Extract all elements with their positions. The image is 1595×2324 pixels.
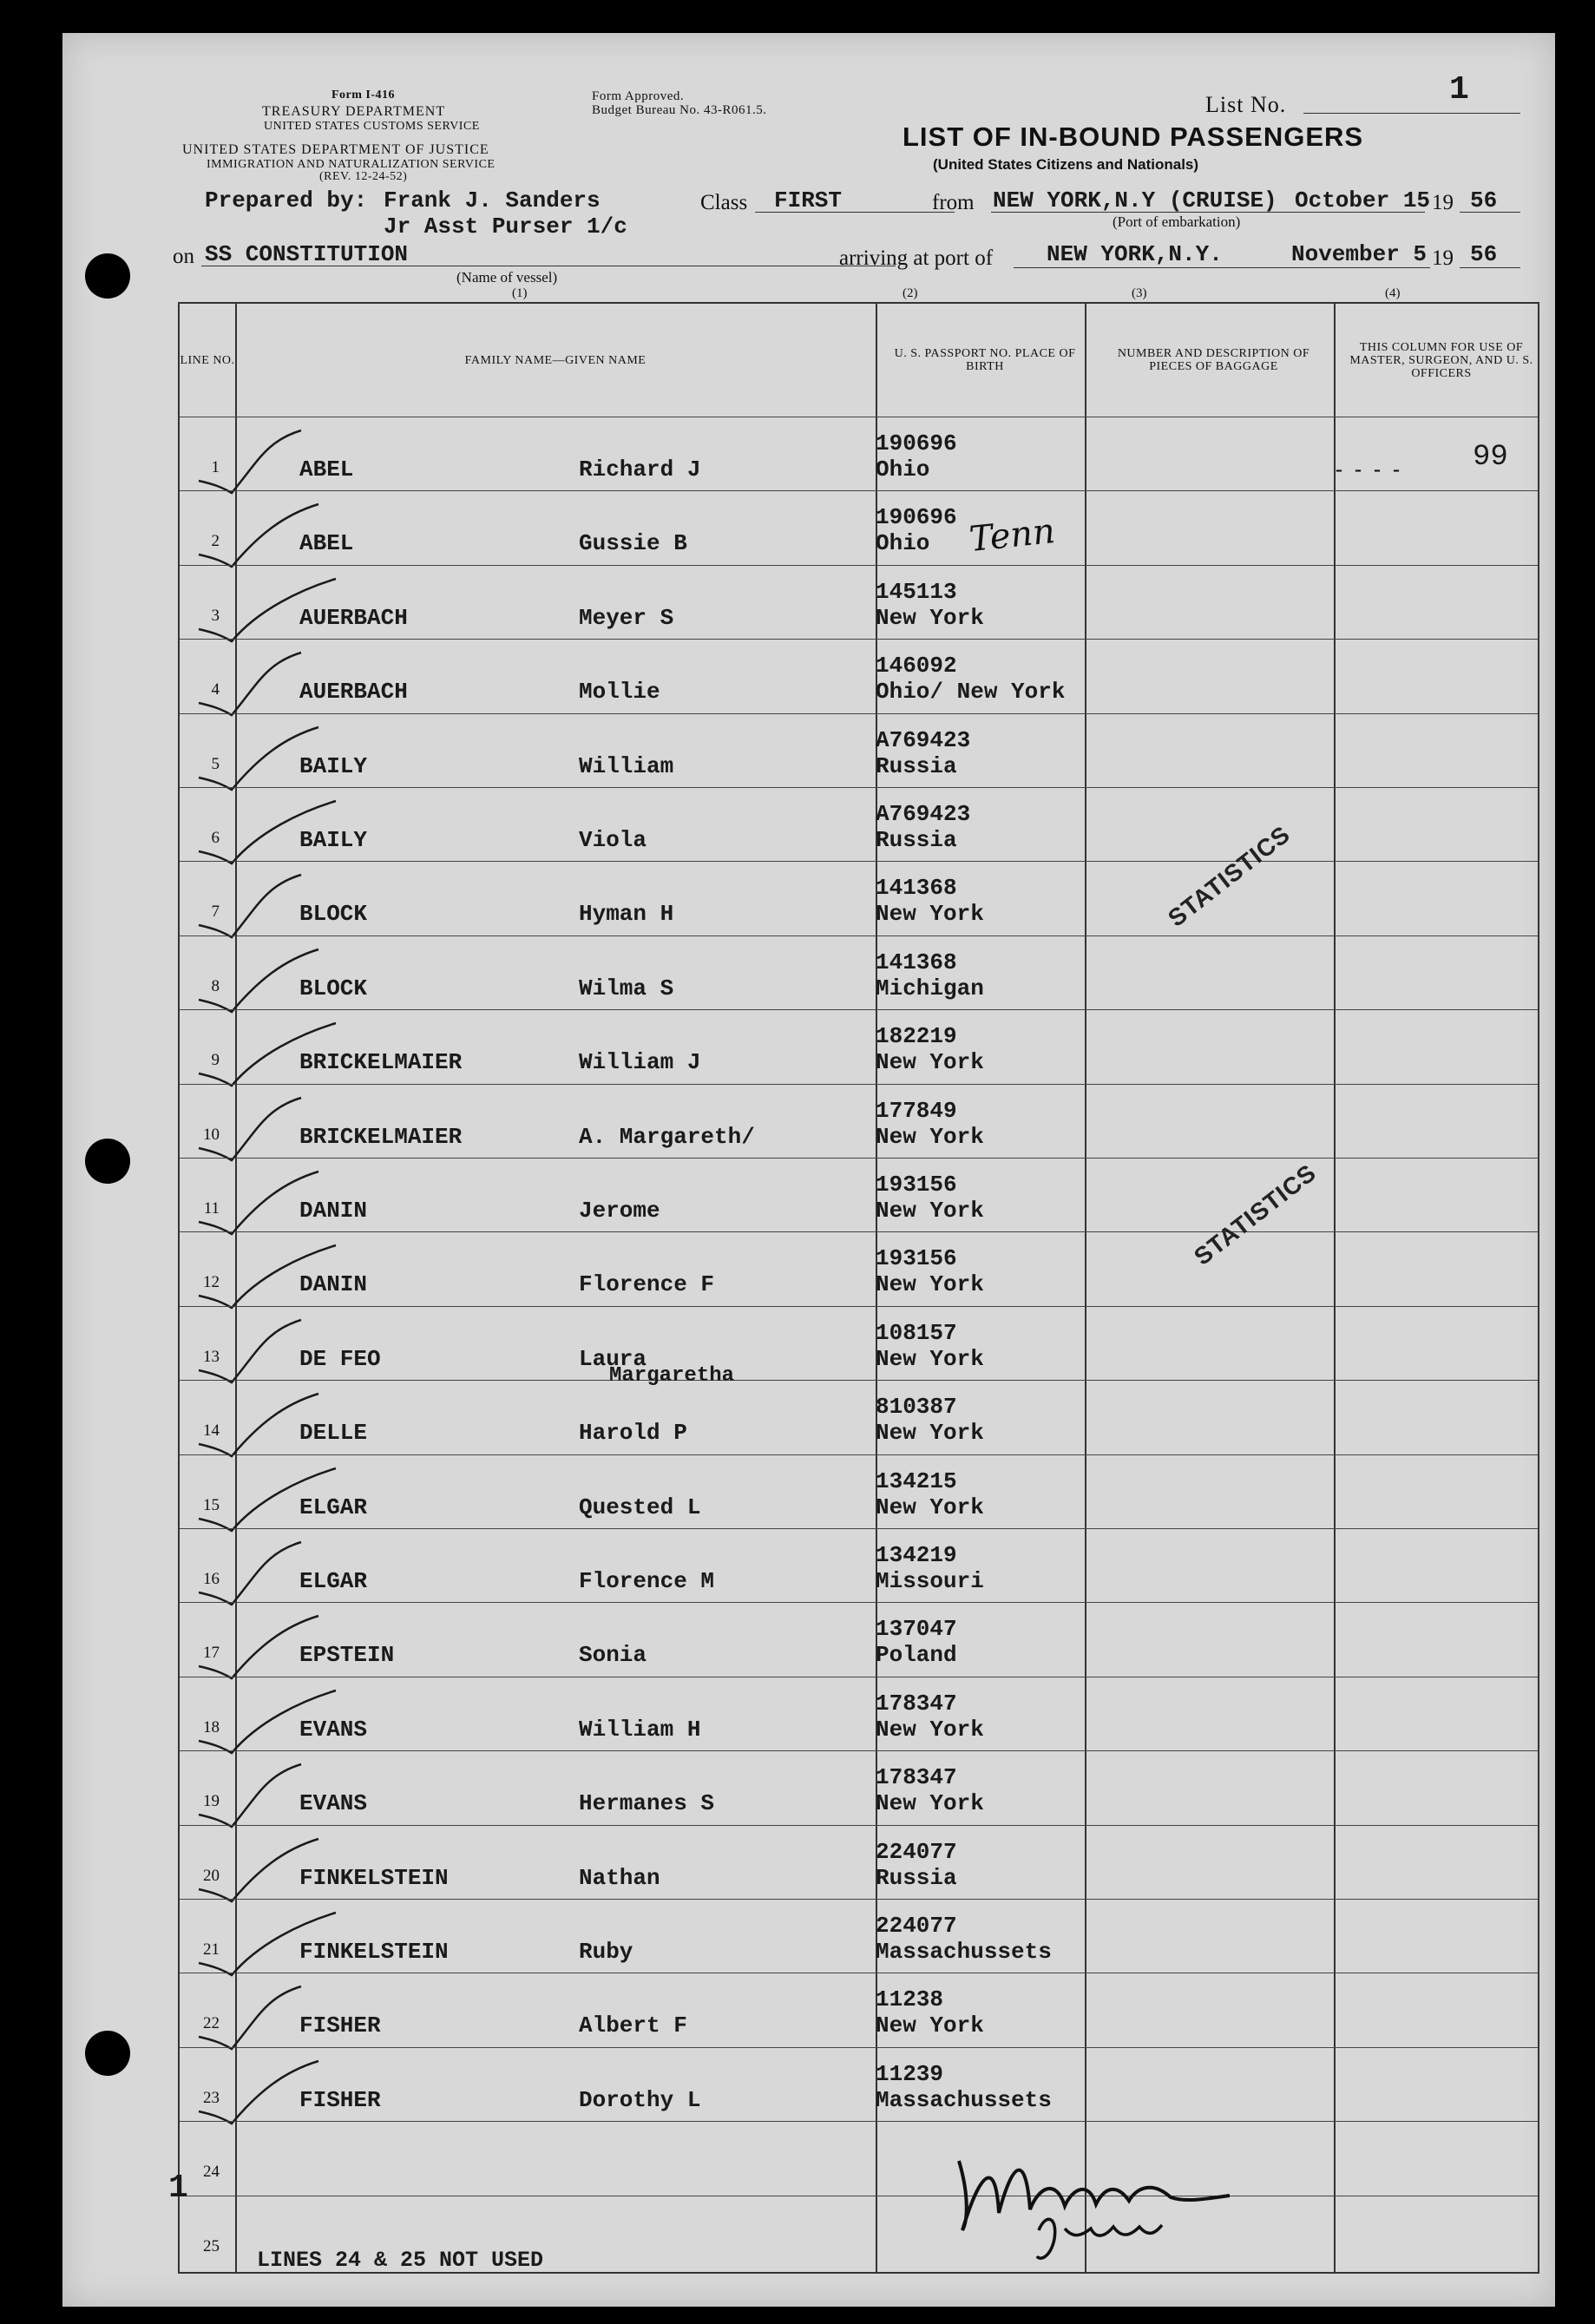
place-of-birth: Ohio/ New York <box>876 679 1066 706</box>
check-mark-icon <box>197 1612 371 1682</box>
check-mark-icon <box>197 871 371 941</box>
header-passport: U. S. PASSPORT NO. PLACE OF BIRTH <box>894 347 1076 373</box>
table-row <box>180 490 1538 564</box>
col4-number: (4) <box>1385 286 1401 300</box>
line-number: 14 <box>203 1421 220 1441</box>
passport-number: 108157 <box>876 1319 957 1346</box>
header-baggage: NUMBER AND DESCRIPTION OF PIECES OF BAGGAGE <box>1117 347 1310 373</box>
passport-number: A769423 <box>876 726 971 753</box>
line-number: 7 <box>211 903 220 922</box>
class-label: Class <box>700 191 748 214</box>
table-row <box>180 565 1538 639</box>
line-number: 23 <box>203 2088 220 2107</box>
family-name: BLOCK <box>299 901 368 928</box>
line-number: 2 <box>211 532 220 551</box>
place-of-birth: Poland <box>876 1642 957 1669</box>
line-number: 11 <box>203 1199 220 1218</box>
place-of-birth: Massachussets <box>876 1939 1052 1965</box>
given-name: Wilma S <box>579 975 674 1001</box>
family-name: DANIN <box>299 1198 368 1224</box>
family-name: FINKELSTEIN <box>299 1864 449 1891</box>
table-row <box>180 1750 1538 1824</box>
given-name: William J <box>579 1049 701 1076</box>
check-mark-icon <box>197 649 371 719</box>
check-mark-icon <box>197 1168 371 1237</box>
footer-note: LINES 24 & 25 NOT USED <box>257 2248 544 2273</box>
passport-number: 134215 <box>876 1467 957 1494</box>
correction-given-row10: Margaretha <box>609 1364 735 1388</box>
vessel-name: SS CONSTITUTION <box>205 241 409 267</box>
table-row <box>180 713 1538 787</box>
given-name: Mollie <box>579 679 660 706</box>
class-value: FIRST <box>774 187 843 213</box>
family-name: ELGAR <box>299 1568 368 1594</box>
passport-number: 177849 <box>876 1097 957 1124</box>
passport-number: 11238 <box>876 1986 944 2013</box>
given-name: Dorothy L <box>579 2086 701 2113</box>
place-of-birth: New York <box>876 604 984 631</box>
passport-number: 11239 <box>876 2060 944 2087</box>
given-name: Hermanes S <box>579 1790 715 1817</box>
correction-birth-row2: Tenn <box>967 510 1057 561</box>
check-mark-icon <box>197 1316 371 1386</box>
given-name: Richard J <box>579 456 701 483</box>
from-year: 56 <box>1470 187 1498 213</box>
place-of-birth: New York <box>876 1123 984 1150</box>
family-name: BLOCK <box>299 975 368 1001</box>
place-of-birth: New York <box>876 1049 984 1076</box>
arrival-year-prefix: 19 <box>1432 246 1454 270</box>
table-row <box>180 1899 1538 1973</box>
place-of-birth: Ohio <box>876 530 930 557</box>
place-of-birth: New York <box>876 1345 984 1372</box>
given-name: Ruby <box>579 1939 633 1965</box>
from-label: from <box>932 191 975 214</box>
table-row <box>180 1973 1538 2046</box>
table-row <box>180 1528 1538 1602</box>
given-name: Nathan <box>579 1864 660 1891</box>
place-of-birth: Missouri <box>876 1568 984 1594</box>
arrival-year: 56 <box>1470 241 1498 267</box>
given-name: Albert F <box>579 2012 687 2039</box>
footer-handwritten-mark: 1 <box>168 2170 188 2207</box>
place-of-birth: New York <box>876 901 984 928</box>
justice-department: UNITED STATES DEPARTMENT OF JUSTICE <box>182 142 489 157</box>
from-date: October 15 <box>1295 187 1431 213</box>
arriving-label: arriving at port of <box>839 246 994 270</box>
officer-signature <box>943 2126 1342 2265</box>
arrival-port: NEW YORK,N.Y. <box>1047 241 1223 267</box>
passport-number: 224077 <box>876 1838 957 1865</box>
customs-service: UNITED STATES CUSTOMS SERVICE <box>264 120 480 133</box>
table-row <box>180 1231 1538 1305</box>
place-of-birth: Michigan <box>876 975 984 1001</box>
given-name: Sonia <box>579 1642 647 1669</box>
passport-number: 182219 <box>876 1023 957 1050</box>
table-row <box>180 1380 1538 1454</box>
check-mark-icon <box>197 427 371 496</box>
family-name: EVANS <box>299 1790 368 1817</box>
passport-number: 190696 <box>876 430 957 456</box>
passport-number: 146092 <box>876 653 957 679</box>
family-name: ABEL <box>299 456 354 483</box>
place-of-birth: New York <box>876 1790 984 1817</box>
line-number: 6 <box>211 829 220 847</box>
family-name: BRICKELMAIER <box>299 1123 463 1150</box>
check-mark-icon <box>197 1761 371 1830</box>
passport-number: 141368 <box>876 949 957 975</box>
on-label: on <box>173 245 194 268</box>
given-name: Laura <box>579 1345 647 1372</box>
table-row <box>180 861 1538 935</box>
line-number: 18 <box>203 1717 220 1736</box>
line-number: 3 <box>211 606 220 625</box>
officer-dashes: - - - - <box>1336 458 1403 481</box>
family-name: BAILY <box>299 752 368 779</box>
line-number: 1 <box>211 458 220 476</box>
table-row <box>180 1677 1538 1750</box>
family-name: DELLE <box>299 1420 368 1447</box>
check-mark-icon <box>197 1020 371 1089</box>
check-mark-icon <box>197 1835 371 1905</box>
given-name: Florence M <box>579 1568 715 1594</box>
place-of-birth: Russia <box>876 827 957 853</box>
check-mark-icon <box>197 1242 371 1311</box>
line-number: 19 <box>203 1792 220 1811</box>
form-revision: (REV. 12-24-52) <box>319 170 408 183</box>
family-name: DANIN <box>299 1271 368 1298</box>
arrival-underline <box>1014 267 1430 268</box>
check-mark-icon <box>197 1909 371 1979</box>
given-name: Viola <box>579 827 647 853</box>
line-number: 20 <box>203 1866 220 1885</box>
form-subtitle: (United States Citizens and Nationals) <box>933 156 1199 173</box>
place-of-birth: New York <box>876 1198 984 1224</box>
immigration-service: IMMIGRATION AND NATURALIZATION SERVICE <box>207 158 496 171</box>
prepared-by-label: Prepared by: <box>205 187 368 213</box>
check-mark-icon <box>197 946 371 1015</box>
form-number: Form I-416 <box>331 89 396 102</box>
given-name: William <box>579 752 674 779</box>
line-number: 9 <box>211 1051 220 1070</box>
table-row <box>180 417 1538 490</box>
line-number: 16 <box>203 1570 220 1588</box>
place-of-birth: Ohio <box>876 456 930 483</box>
budget-bureau: Budget Bureau No. 43-R061.5. <box>592 103 767 117</box>
list-no-value: 1 <box>1449 71 1469 108</box>
table-row <box>180 1009 1538 1083</box>
line-number: 25 <box>203 2236 220 2255</box>
check-mark-icon <box>197 501 371 570</box>
check-mark-icon <box>197 1390 371 1460</box>
passport-number: 810387 <box>876 1394 957 1421</box>
line-number: 4 <box>211 680 220 699</box>
family-name: BAILY <box>299 827 368 853</box>
statistics-stamp-lower: STATISTICS <box>1189 1159 1322 1270</box>
passport-number: 193156 <box>876 1245 957 1272</box>
passport-number: 145113 <box>876 578 957 605</box>
check-mark-icon <box>197 1687 371 1756</box>
family-name: FISHER <box>299 2086 381 2113</box>
table-row <box>180 1825 1538 1899</box>
passenger-table <box>178 302 1539 2274</box>
passport-number: 141368 <box>876 875 957 902</box>
form-title: LIST OF IN-BOUND PASSENGERS <box>903 121 1364 152</box>
given-name: William H <box>579 1716 701 1743</box>
table-row <box>180 1602 1538 1676</box>
from-port: NEW YORK,N.Y (CRUISE) <box>993 187 1277 213</box>
family-name: EPSTEIN <box>299 1642 395 1669</box>
punch-hole-bottom <box>85 2031 130 2076</box>
table-row <box>180 1158 1538 1231</box>
list-no-underline <box>1303 113 1520 114</box>
vessel-caption: (Name of vessel) <box>456 269 558 286</box>
arrival-date: November 5 <box>1291 241 1428 267</box>
family-name: EVANS <box>299 1716 368 1743</box>
family-name: ABEL <box>299 530 354 557</box>
passport-number: 134219 <box>876 1542 957 1568</box>
table-row <box>180 1306 1538 1380</box>
port-caption: (Port of embarkation) <box>1113 213 1241 230</box>
col1-number: (1) <box>512 286 528 300</box>
arrival-year-underline <box>1460 267 1520 268</box>
place-of-birth: New York <box>876 1716 984 1743</box>
line-number: 13 <box>203 1347 220 1366</box>
check-mark-icon <box>197 798 371 867</box>
table-row <box>180 639 1538 712</box>
given-name: A. Margareth/ <box>579 1123 755 1150</box>
punch-hole-middle <box>85 1139 130 1184</box>
family-name: AUERBACH <box>299 604 408 631</box>
check-mark-icon <box>197 724 371 793</box>
passport-number: 190696 <box>876 504 957 531</box>
given-name: Gussie B <box>579 530 687 557</box>
place-of-birth: Russia <box>876 1864 957 1891</box>
col3-number: (3) <box>1132 286 1147 300</box>
check-mark-icon <box>197 1983 371 2052</box>
family-name: ELGAR <box>299 1494 368 1520</box>
check-mark-icon <box>197 575 371 645</box>
given-name: Jerome <box>579 1198 660 1224</box>
table-row <box>180 787 1538 861</box>
passport-number: 178347 <box>876 1690 957 1717</box>
line-number: 8 <box>211 976 220 995</box>
header-officers: THIS COLUMN FOR USE OF MASTER, SURGEON, AND U. S. OFFICERS <box>1349 340 1533 380</box>
line-number: 17 <box>203 1644 220 1663</box>
given-name: Florence F <box>579 1271 715 1298</box>
family-name: AUERBACH <box>299 679 408 706</box>
punch-hole-top <box>85 253 130 299</box>
table-row <box>180 936 1538 1009</box>
prepared-by-title: Jr Asst Purser 1/c <box>384 213 627 240</box>
family-name: DE FEO <box>299 1345 381 1372</box>
check-mark-icon <box>197 2058 371 2127</box>
family-name: BRICKELMAIER <box>299 1049 463 1076</box>
place-of-birth: Russia <box>876 752 957 779</box>
given-name: Quested L <box>579 1494 701 1520</box>
place-of-birth: Massachussets <box>876 2086 1052 2113</box>
family-name: FINKELSTEIN <box>299 1939 449 1965</box>
form-approved: Form Approved. <box>592 89 685 103</box>
passport-number: 224077 <box>876 1913 957 1939</box>
check-mark-icon <box>197 1465 371 1534</box>
passport-number: 137047 <box>876 1616 957 1643</box>
passport-number: A769423 <box>876 801 971 827</box>
given-name: Hyman H <box>579 901 674 928</box>
passport-number: 193156 <box>876 1172 957 1198</box>
line-number: 5 <box>211 754 220 773</box>
place-of-birth: New York <box>876 2012 984 2039</box>
given-name: Meyer S <box>579 604 674 631</box>
line-number: 21 <box>203 1940 220 1959</box>
line-number: 22 <box>203 2014 220 2033</box>
col2-number: (2) <box>903 286 918 300</box>
place-of-birth: New York <box>876 1271 984 1298</box>
header-line-no: LINE NO. <box>180 353 235 367</box>
family-name: FISHER <box>299 2012 381 2039</box>
table-row <box>180 1084 1538 1158</box>
table-row <box>180 2047 1538 2121</box>
place-of-birth: New York <box>876 1494 984 1520</box>
manifest-page <box>62 33 1555 2307</box>
table-row <box>180 1454 1538 1528</box>
statistics-stamp-upper: STATISTICS <box>1163 820 1296 932</box>
from-year-prefix: 19 <box>1432 191 1454 214</box>
passport-number: 178347 <box>876 1764 957 1791</box>
line-number: 10 <box>203 1125 220 1144</box>
given-name: Harold P <box>579 1420 687 1447</box>
treasury-department: TREASURY DEPARTMENT <box>262 104 446 119</box>
line-number: 24 <box>203 2163 220 2182</box>
header-name: FAMILY NAME—GIVEN NAME <box>464 353 647 367</box>
line-number: 12 <box>203 1273 220 1292</box>
officer-note: 99 <box>1473 441 1508 474</box>
prepared-by-name: Frank J. Sanders <box>384 187 601 213</box>
line-number: 15 <box>203 1495 220 1514</box>
place-of-birth: New York <box>876 1420 984 1447</box>
list-no-label: List No. <box>1205 92 1287 117</box>
check-mark-icon <box>197 1539 371 1608</box>
check-mark-icon <box>197 1094 371 1164</box>
